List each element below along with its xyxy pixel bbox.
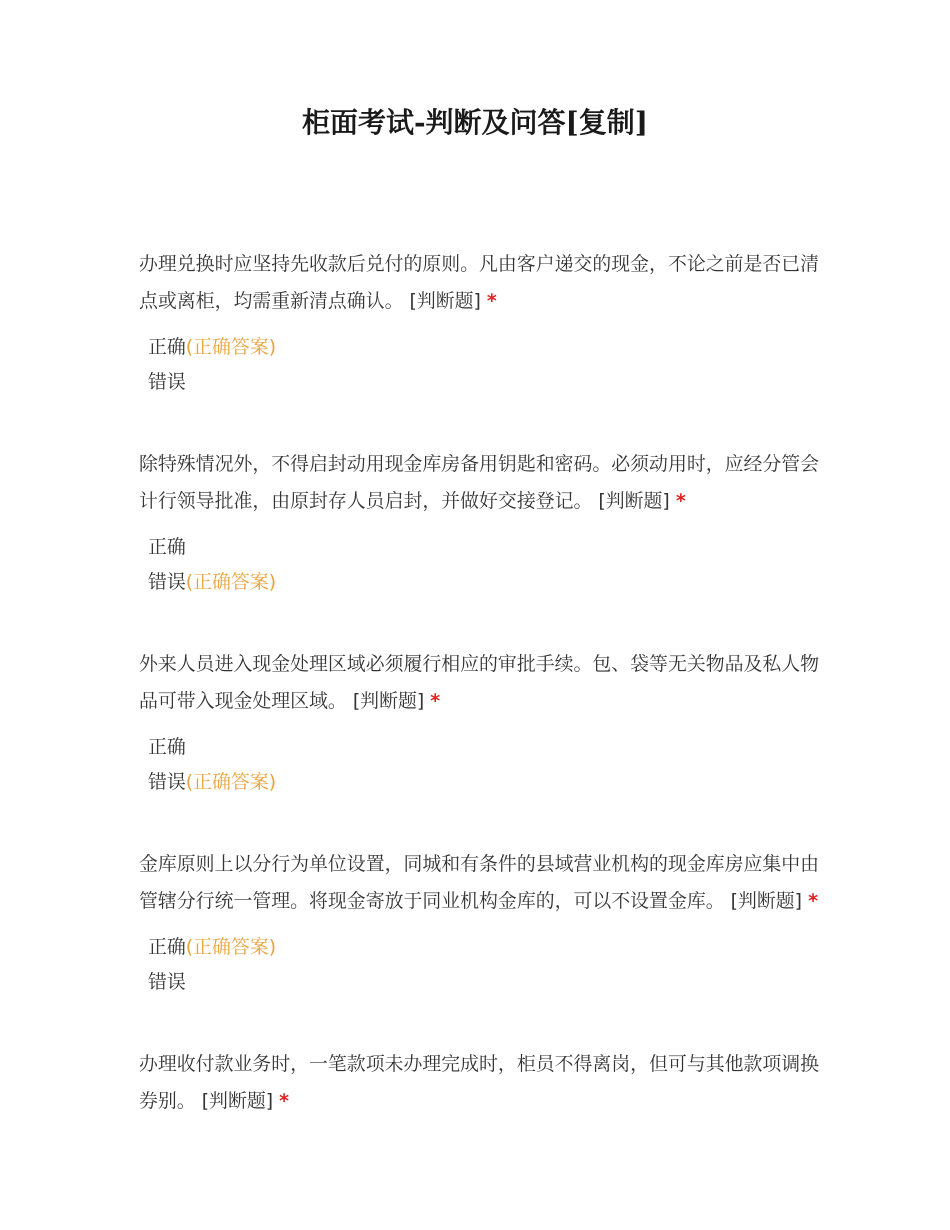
page-title: 柜面考试-判断及问答[复制] [301,106,649,139]
option-label: 错误 [148,571,186,593]
required-marker: * [808,890,818,912]
question-body: 外来人员进入现金处理区域必须履行相应的审批手续。包、袋等无关物品及私人物品可带入现金处理区域。 [139,653,820,712]
options-group [139,330,821,400]
options-group [139,930,821,1000]
option-label: 正确 [148,736,186,758]
required-marker: * [486,290,497,312]
question-type-label: [判断题] [730,890,803,912]
option-row [139,565,821,600]
required-marker: * [430,690,441,712]
correct-answer-tag: (正确答案) [185,571,277,593]
option-row [139,730,821,765]
question-list [139,246,821,1120]
question-text [139,646,821,720]
option-label: 正确 [148,336,186,358]
question-type-label: [判断题] [352,690,425,712]
correct-answer-tag: (正确答案) [185,771,277,793]
options-group [139,730,821,800]
option-row [139,365,821,400]
option-row [139,530,821,565]
question-body: 除特殊情况外，不得启封动用现金库房备用钥匙和密码。必须动用时，应经分管会计行领导批准，由原封存人员启封，并做好交接登记。 [139,453,820,512]
option-row [139,930,821,965]
question-block [139,446,821,600]
option-row [139,330,821,365]
question-block [139,846,821,1000]
question-text [139,846,821,920]
question-type-label: [判断题] [409,290,481,312]
question-block [139,1046,821,1120]
option-row [139,765,821,800]
option-label: 正确 [148,536,186,558]
option-label: 正确 [148,936,186,958]
question-body: 金库原则上以分行为单位设置，同城和有条件的县域营业机构的现金库房应集中由管辖分行统一管理。将现金寄放于同业机构金库的，可以不设置金库。 [139,853,820,912]
correct-answer-tag: (正确答案) [185,336,277,358]
question-block [139,646,821,800]
correct-answer-tag: (正确答案) [185,936,277,958]
question-text [139,1046,821,1120]
question-text [139,446,821,520]
required-marker: * [279,1090,290,1112]
option-label: 错误 [148,971,186,993]
question-block [139,246,821,400]
option-label: 错误 [148,771,186,793]
question-type-label: [判断题] [201,1090,274,1112]
question-text [139,246,821,320]
required-marker: * [675,490,686,512]
option-row [139,965,821,1000]
question-type-label: [判断题] [598,490,670,512]
question-body: 办理收付款业务时，一笔款项未办理完成时，柜员不得离岗，但可与其他款项调换券别。 [139,1053,820,1112]
question-body: 办理兑换时应坚持先收款后兑付的原则。凡由客户递交的现金，不论之前是否已清点或离柜，均需重新清点确认。 [139,253,820,312]
options-group [139,530,821,600]
option-label: 错误 [148,371,186,393]
